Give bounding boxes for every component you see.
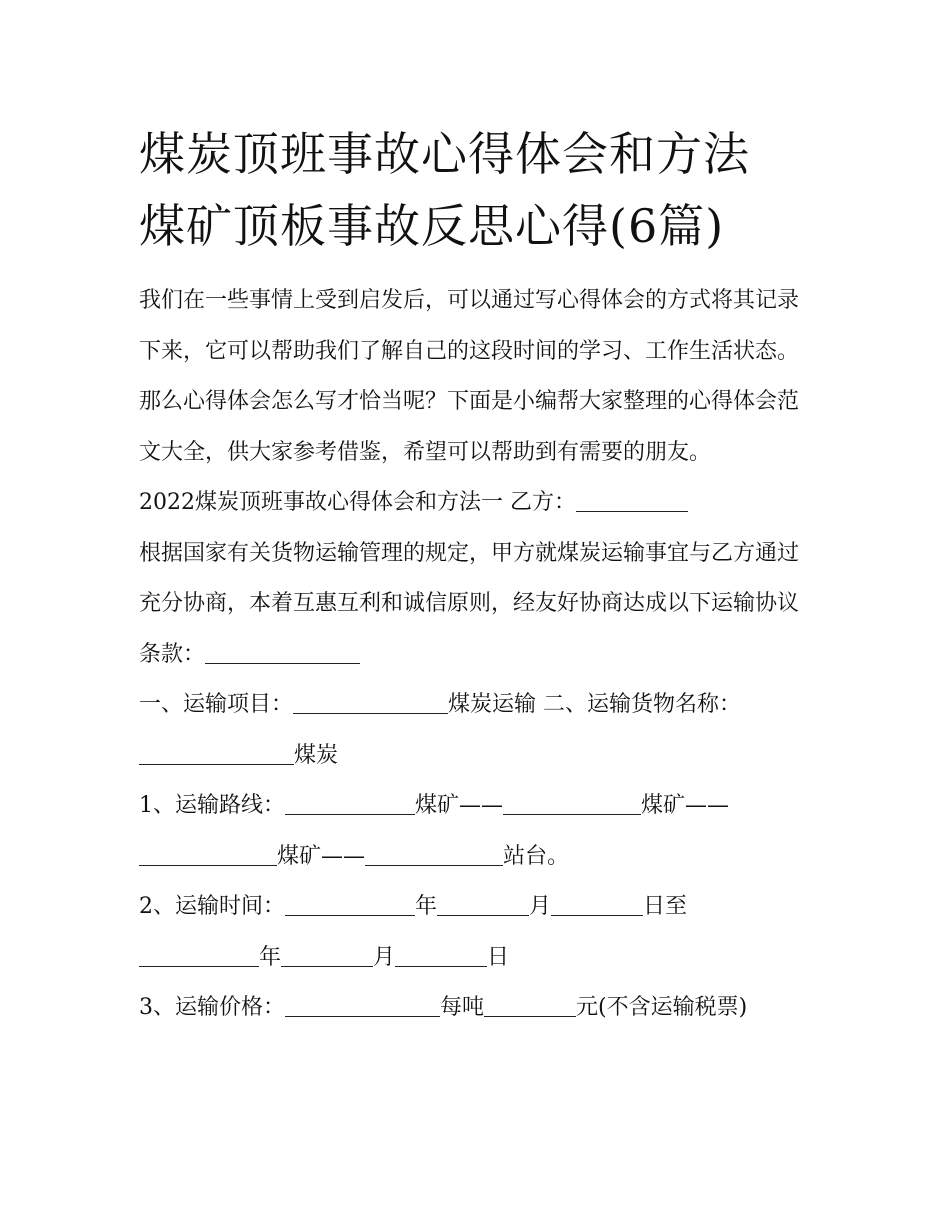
section1-heading-text: 2022煤炭顶班事故心得体会和方法一 乙方： — [139, 490, 576, 515]
year-label-1: 年 — [415, 894, 438, 919]
time-line — [139, 882, 819, 933]
month-label-1: 月 — [529, 894, 552, 919]
preamble-text: 根据国家有关货物运输管理的规定，甲方就煤炭运输事宜与乙方通过充分协商，本着互惠互利和诚信原则，经友好协商达成以下运输协议条款： — [139, 540, 800, 667]
per-ton-label: 每吨 — [440, 995, 485, 1020]
start-month-blank — [437, 914, 529, 916]
end-year-blank — [139, 965, 259, 967]
item1-label: 一、运输项目： — [139, 692, 294, 717]
time-line-2 — [139, 933, 819, 984]
intro-paragraph: 我们在一些事情上受到启发后，可以通过写心得体会的方式将其记录下来，它可以帮助我们了解自己的这段时间的学习、工作生活状态。那么心得体会怎么写才恰当呢？下面是小编帮大家整理的心得体会范文大全，供大家参考借鉴，希望可以帮助到有需要的朋友。 — [139, 288, 800, 465]
end-day-blank — [395, 965, 487, 967]
route-blank-1 — [285, 813, 415, 815]
route-mine-2: 煤矿—— — [641, 793, 730, 818]
preamble-blank — [205, 662, 360, 664]
day-label: 日 — [487, 944, 510, 970]
item1-blank — [293, 712, 448, 714]
item1-suffix: 煤炭运输 二、运输货物名称： — [448, 692, 742, 717]
route-mine-3: 煤矿—— — [277, 843, 366, 869]
item1b-line — [139, 731, 819, 782]
start-year-blank — [285, 914, 415, 916]
preamble-paragraph — [139, 529, 819, 681]
day-to-label: 日至 — [643, 894, 688, 919]
start-day-blank — [551, 914, 643, 916]
month-label-2: 月 — [373, 944, 396, 970]
item1b-suffix: 煤炭 — [294, 742, 339, 768]
route-blank-4 — [365, 864, 503, 866]
document-title: 煤炭顶班事故心得体会和方法 煤矿顶板事故反思心得(6篇) — [139, 127, 750, 253]
price-blank — [285, 1015, 440, 1017]
route-label: 1、运输路线： — [139, 793, 285, 818]
document-body — [139, 276, 819, 1034]
yuan-note: 元(不含运输税票) — [576, 995, 748, 1020]
price-label: 3、运输价格： — [139, 995, 285, 1020]
route-blank-3 — [139, 864, 277, 866]
yuan-blank — [484, 1015, 576, 1017]
route-line-2 — [139, 832, 819, 883]
time-label: 2、运输时间： — [139, 894, 285, 919]
route-line — [139, 781, 819, 832]
party-b-blank — [576, 510, 688, 512]
price-line — [139, 983, 819, 1034]
route-mine-1: 煤矿—— — [415, 793, 504, 818]
section1-heading — [139, 478, 819, 529]
route-station: 站台。 — [503, 843, 570, 869]
item1-line — [139, 680, 819, 731]
route-blank-2 — [503, 813, 641, 815]
end-month-blank — [281, 965, 373, 967]
year-label-2: 年 — [259, 944, 282, 970]
cargo-name-blank — [139, 763, 294, 765]
